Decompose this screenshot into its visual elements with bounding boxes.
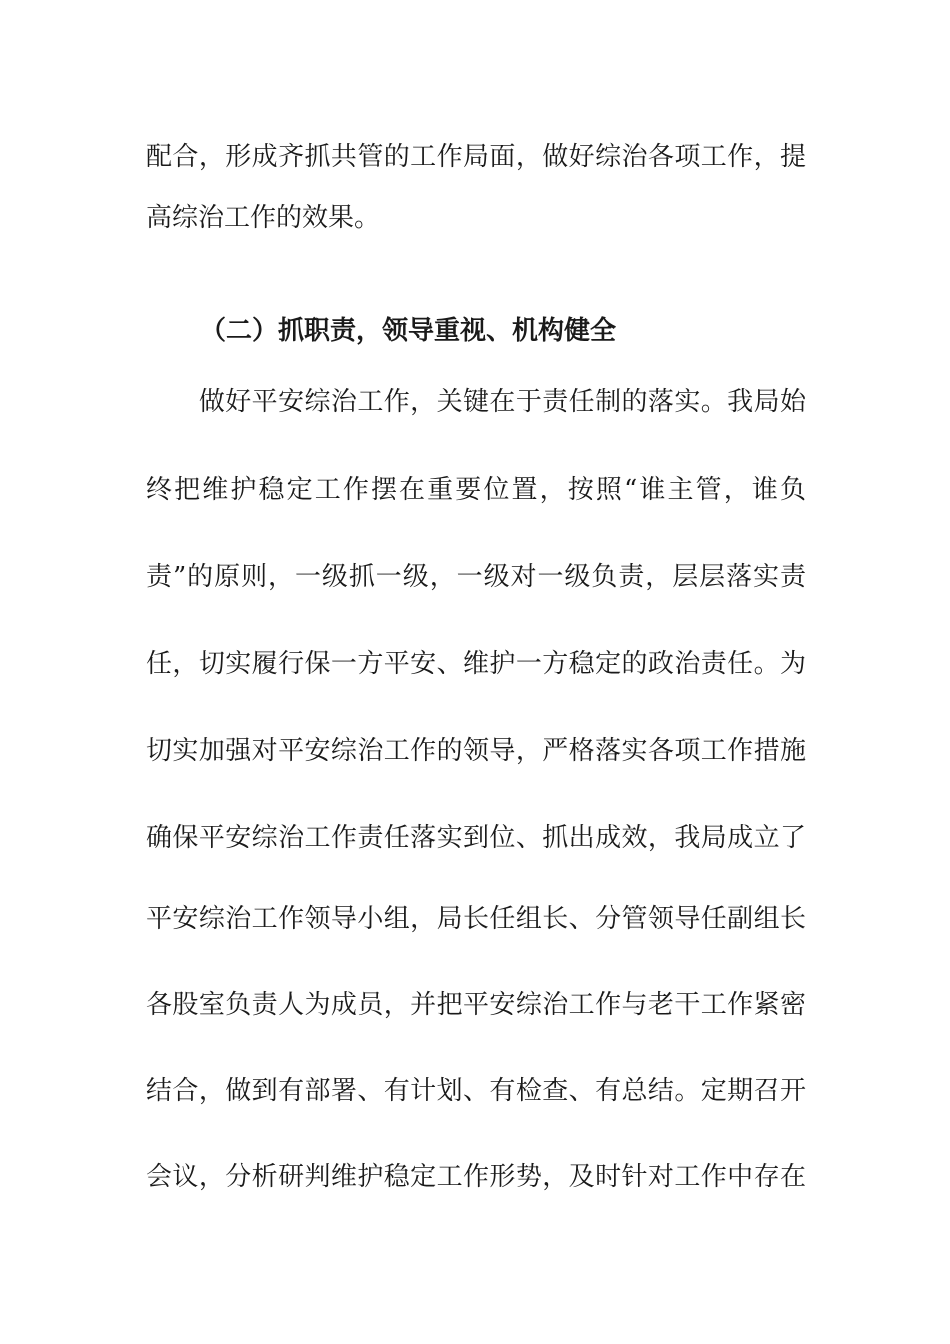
paragraph-2-line-8: 各股室负责人为成员，并把平安综治工作与老干工作紧密 [146, 990, 806, 1020]
paragraph-2-line-7: 平安综治工作领导小组，局长任组长、分管领导任副组长 [146, 904, 806, 934]
paragraph-2-line-4: 任，切实履行保一方平安、维护一方稳定的政治责任。为 [146, 649, 806, 679]
paragraph-2-line-6: 确保平安综治工作责任落实到位、抓出成效，我局成立了 [146, 823, 806, 853]
paragraph-1-line-2: 高综治工作的效果。 [146, 203, 381, 233]
paragraph-2-line-1: 做好平安综治工作，关键在于责任制的落实。我局始 [146, 387, 806, 417]
paragraph-2-line-2: 终把维护稳定工作摆在重要位置，按照“谁主管，谁负 [146, 475, 806, 505]
paragraph-2-line-5: 切实加强对平安综治工作的领导，严格落实各项工作措施 [146, 736, 806, 766]
paragraph-2-line-3: 责”的原则，一级抓一级，一级对一级负责，层层落实责 [146, 562, 806, 592]
paragraph-1-line-1: 配合，形成齐抓共管的工作局面，做好综治各项工作，提 [146, 142, 806, 172]
paragraph-2-line-9: 结合，做到有部署、有计划、有检查、有总结。定期召开 [146, 1076, 806, 1106]
paragraph-2-line-10: 会议，分析研判维护稳定工作形势，及时针对工作中存在 [146, 1162, 806, 1192]
section-heading: （二）抓职责，领导重视、机构健全 [200, 316, 617, 346]
